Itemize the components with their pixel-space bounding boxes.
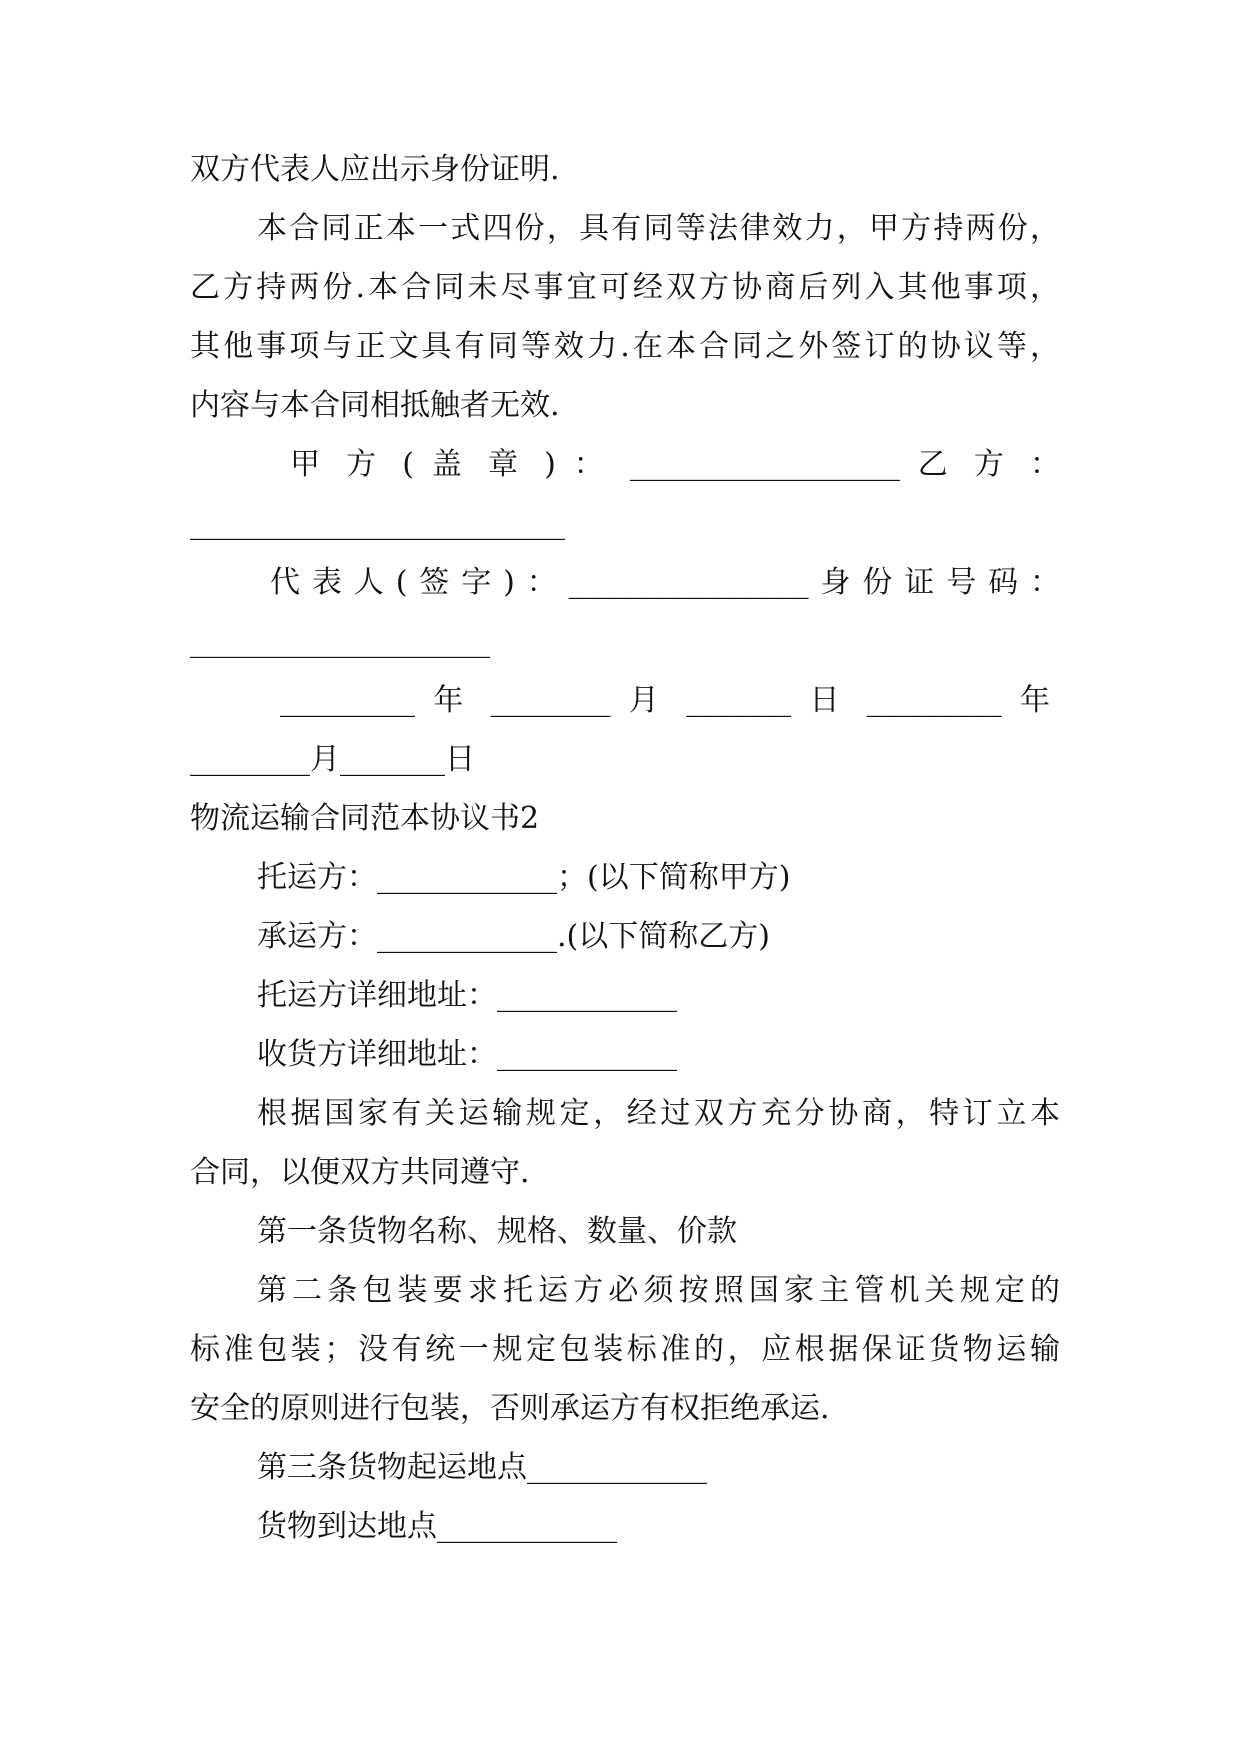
destination-line: 货物到达地点____________ <box>257 1509 617 1544</box>
date-line: _________ 年 ________ 月 _______ 日 _________ 年 <box>280 683 1050 718</box>
article-2: 第二条包装要求托运方必须按照国家主管机关规定的 <box>257 1273 1060 1308</box>
signature-blank: ____________________ <box>190 624 490 659</box>
text-line: 乙方持两份.本合同未尽事宜可经双方协商后列入其他事项， <box>190 270 1060 305</box>
text-line: 其他事项与正文具有同等效力.在本合同之外签订的协议等， <box>190 329 1060 364</box>
article-3: 第三条货物起运地点____________ <box>257 1450 707 1485</box>
shipper-address-line: 托运方详细地址：____________ <box>257 978 677 1013</box>
article-1: 第一条货物名称、规格、数量、价款 <box>257 1214 737 1249</box>
date-line: ________月_______日 <box>190 742 475 777</box>
section-heading: 物流运输合同范本协议书2 <box>190 801 540 836</box>
text-line: 双方代表人应出示身份证明. <box>190 152 560 187</box>
carrier-line: 承运方：____________.(以下简称乙方) <box>257 919 770 954</box>
representative-line: 代表人(签字)：________________身份证号码： <box>270 565 1060 600</box>
shipper-line: 托运方：____________；(以下简称甲方) <box>257 860 791 895</box>
text-line: 根据国家有关运输规定，经过双方充分协商，特订立本 <box>257 1096 1060 1131</box>
text-line: 标准包装；没有统一规定包装标准的，应根据保证货物运输 <box>190 1332 1060 1367</box>
consignee-address-line: 收货方详细地址：____________ <box>257 1037 677 1072</box>
signature-blank: _________________________ <box>190 506 565 541</box>
text-line: 内容与本合同相抵触者无效. <box>190 388 560 423</box>
signature-line-party-a: 甲 方 ( 盖 章 ) ： __________________ 乙 方 ： <box>290 447 1060 482</box>
text-line: 安全的原则进行包装，否则承运方有权拒绝承运. <box>190 1391 830 1426</box>
text-line: 本合同正本一式四份，具有同等法律效力，甲方持两份， <box>257 211 1060 246</box>
text-line: 合同，以便双方共同遵守. <box>190 1155 530 1190</box>
